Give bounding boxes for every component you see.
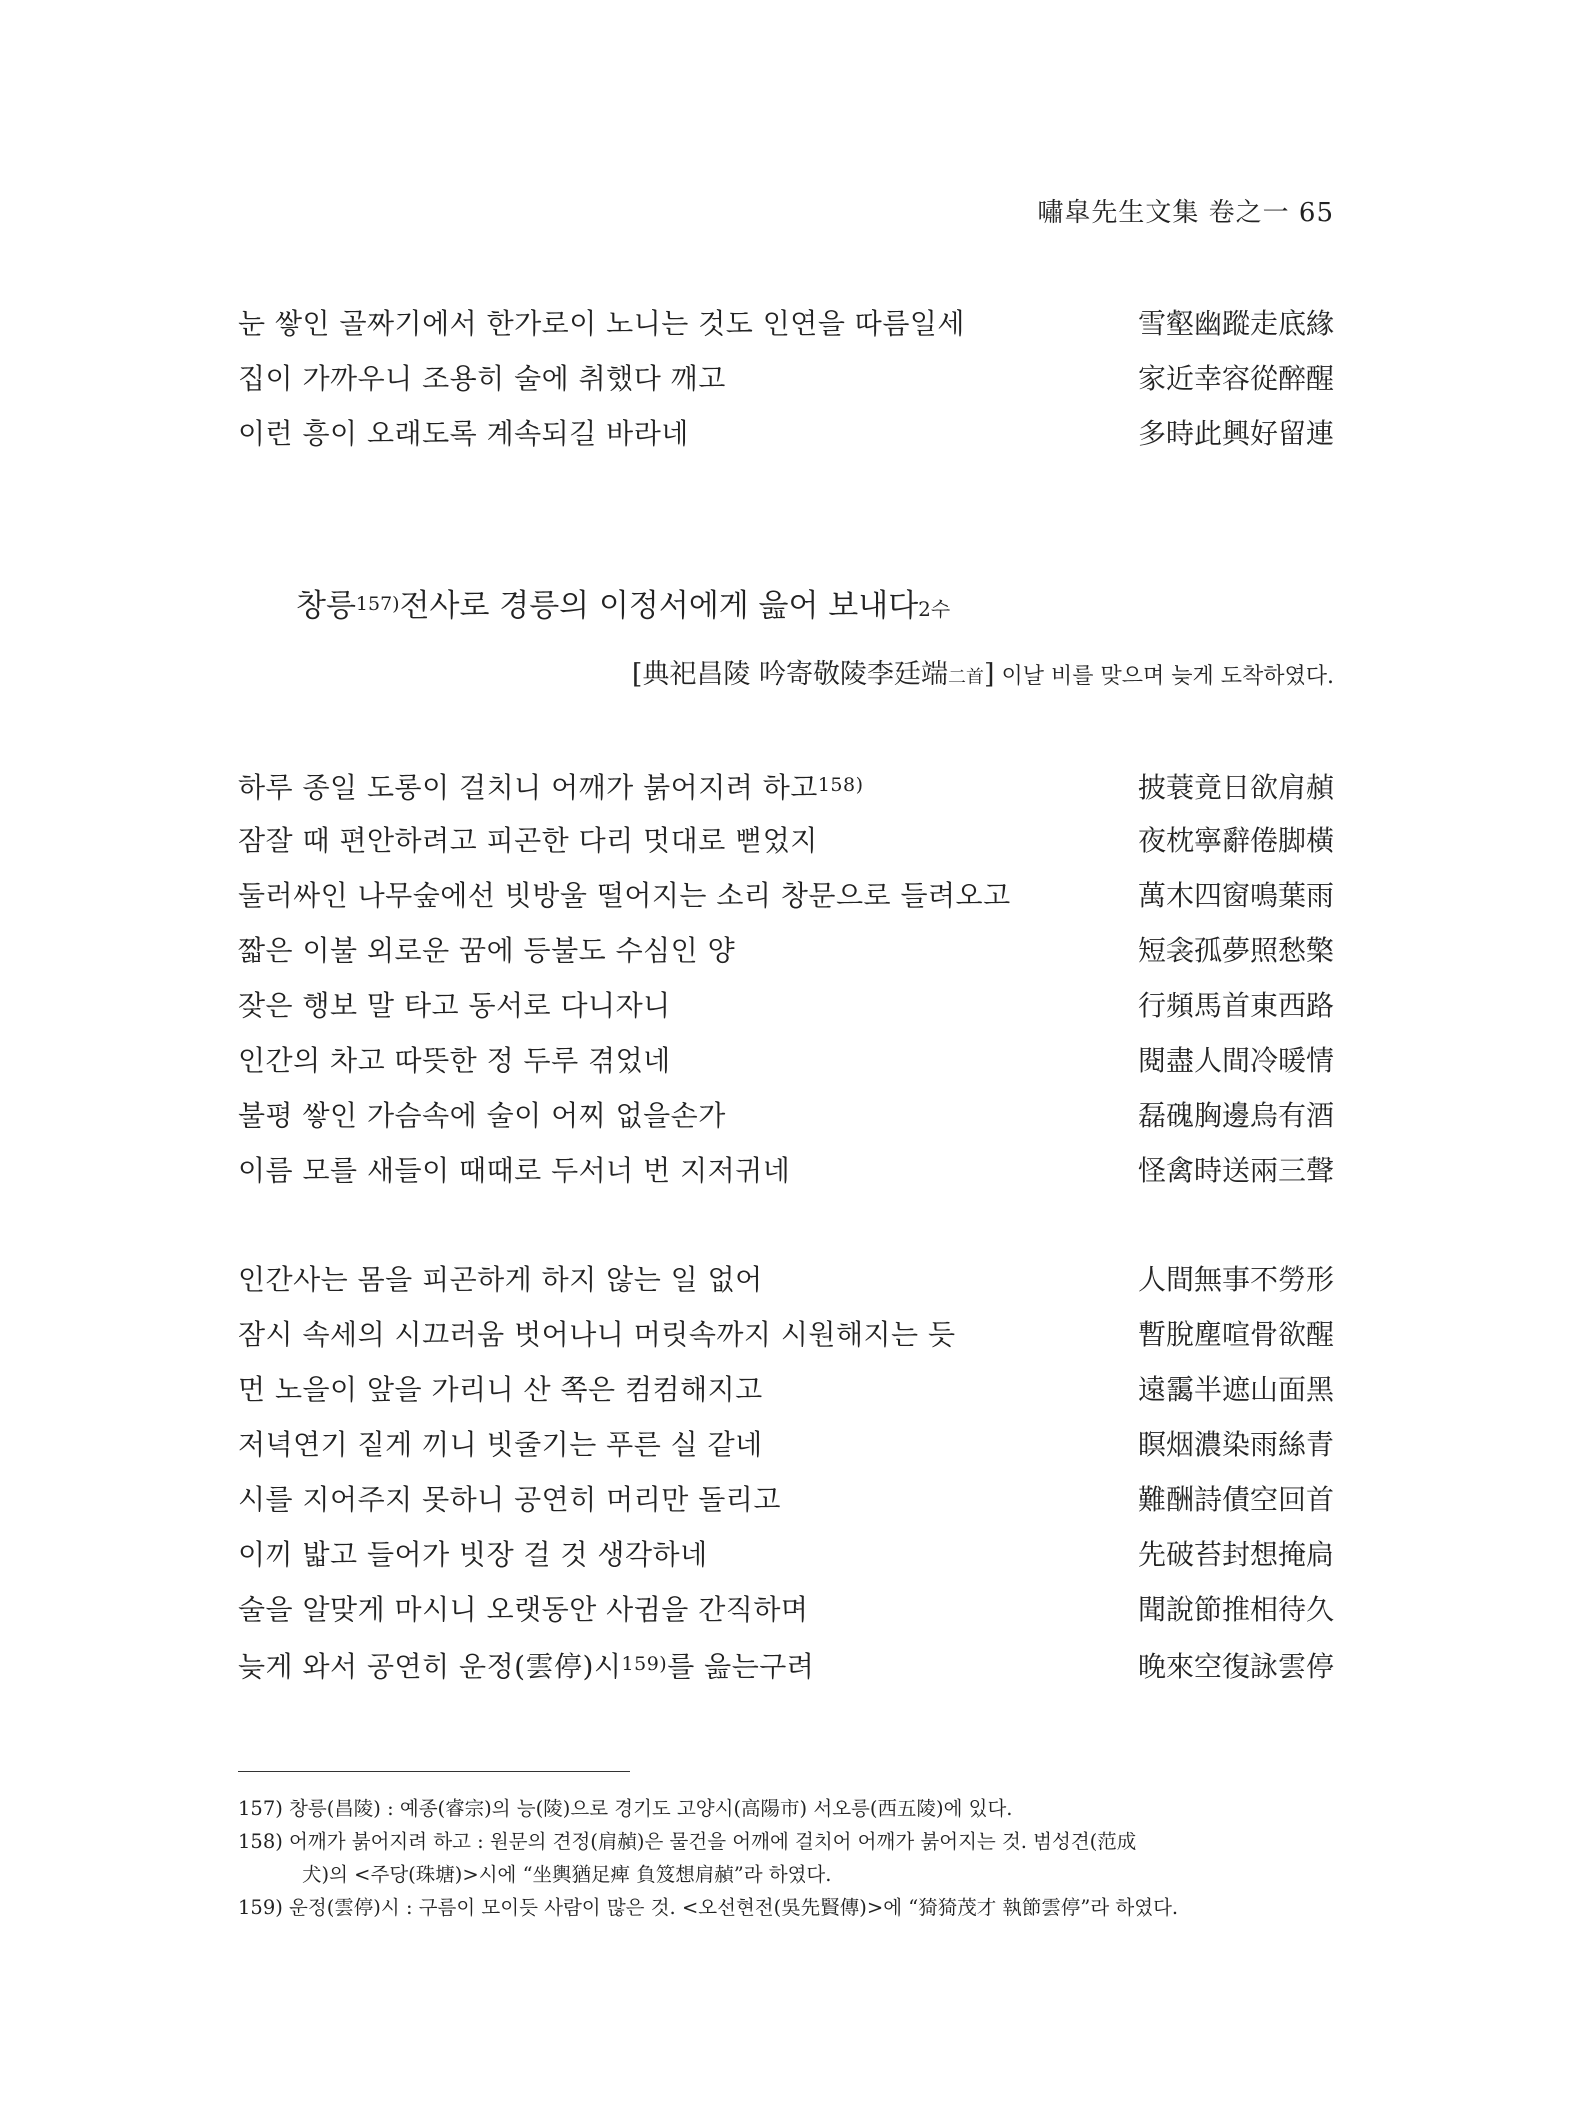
classical-line: 聞說節推相待久: [1137, 1593, 1334, 1626]
korean-line: 집이 가까우니 조용히 술에 취했다 깨고: [238, 362, 726, 395]
classical-line: 晚來空復詠雲停: [1137, 1650, 1334, 1683]
classical-line: 閱盡人間冷暖情: [1137, 1044, 1334, 1077]
classical-line: 短衾孤夢照愁檠: [1137, 934, 1334, 967]
classical-line: 怪禽時送兩三聲: [1137, 1154, 1334, 1187]
poem-subtitle: [632, 652, 1334, 691]
footnote-continuation: 犬)의 <주당(珠塘)>시에 “坐輿猶足痺 負笈想肩赬”라 하였다.: [302, 1863, 832, 1886]
korean-line: 잦은 행보 말 타고 동서로 다니자니: [238, 989, 671, 1022]
classical-title: [典祀昌陵 吟寄敬陵李廷端: [631, 659, 948, 690]
classical-line: 行頻馬首東西路: [1137, 989, 1334, 1022]
verse-line: [238, 1143, 1334, 1198]
verse-line: [238, 758, 1334, 813]
verse-line: [238, 1252, 1334, 1307]
verse-line: [238, 813, 1334, 868]
verse-line: [238, 868, 1334, 923]
footnote: 158) 어깨가 붉어지려 하고 : 원문의 견정(肩赬)은 물건을 어깨에 걸치어 어깨가 붉어지는 것. 범성견(范成: [238, 1830, 1137, 1853]
korean-line: 인간의 차고 따뜻한 정 두루 겪었네: [238, 1044, 671, 1077]
verse-line: [238, 923, 1334, 978]
poem-count: 2수: [918, 597, 951, 621]
verse-line: [238, 1033, 1334, 1088]
title-text: 전사로 경릉의 이정서에게 읊어 보내다: [399, 588, 919, 624]
classical-line: 夜枕寧辭倦脚橫: [1137, 824, 1334, 857]
classical-line: 萬木四窗鳴葉雨: [1137, 879, 1334, 912]
footnotes: [238, 1792, 1338, 1924]
korean-line: 술을 알맞게 마시니 오랫동안 사귐을 간직하며: [238, 1593, 809, 1626]
korean-line: 이끼 밟고 들어가 빗장 걸 것 생각하네: [238, 1538, 708, 1571]
stanza-2: [238, 1252, 1334, 1692]
verse-line: [238, 1527, 1334, 1582]
classical-line: 人間無事不勞形: [1137, 1263, 1334, 1296]
classical-line: 家近幸容從醉醒: [1137, 362, 1334, 395]
poem-count: 二首: [947, 667, 984, 688]
verse-line: [238, 1637, 1334, 1692]
verse-line: [238, 296, 1334, 351]
classical-line: 披蓑竟日欲肩赬: [1137, 771, 1334, 804]
verse-line: [238, 978, 1334, 1033]
korean-line: 먼 노을이 앞을 가리니 산 쪽은 컴컴해지고: [238, 1373, 763, 1406]
verse-line: [238, 1472, 1334, 1527]
footnote-divider: [238, 1771, 630, 1772]
bracket: ]: [983, 659, 995, 690]
footnote: 159) 운정(雲停)시 : 구름이 모이듯 사람이 많은 것. <오선현전(吳先賢傳)>에 “猗猗茂才 執節雲停”라 하였다.: [238, 1896, 1179, 1919]
classical-line: 先破苔封想掩扃: [1137, 1538, 1334, 1571]
verse-line: [238, 1088, 1334, 1143]
footnote: 157) 창릉(昌陵) : 예종(睿宗)의 능(陵)으로 경기도 고양시(高陽市) 서오릉(西五陵)에 있다.: [238, 1797, 1013, 1820]
korean-line: 잠잘 때 편안하려고 피곤한 다리 멋대로 뻗었지: [238, 824, 818, 857]
verse-line: [238, 1582, 1334, 1637]
korean-line: 둘러싸인 나무숲에선 빗방울 떨어지는 소리 창문으로 들려오고: [238, 879, 1011, 912]
verse-line: [238, 1362, 1334, 1417]
korean-line: 눈 쌓인 골짜기에서 한가로이 노니는 것도 인연을 따름일세: [238, 307, 965, 340]
poem-title: [296, 580, 950, 625]
classical-line: 難酬詩債空回首: [1137, 1483, 1334, 1516]
korean-line: 이름 모를 새들이 때때로 두서너 번 지저귀네: [238, 1154, 791, 1187]
title-note: 이날 비를 맞으며 늦게 도착하였다.: [994, 664, 1334, 689]
title-text: 창릉: [296, 588, 356, 624]
running-header: 嘯皐先生文集 卷之一 65: [1037, 198, 1334, 228]
verse-line: [238, 351, 1334, 406]
poem-end-block: [238, 296, 1334, 461]
korean-line: 잠시 속세의 시끄러움 벗어나니 머릿속까지 시원해지는 듯: [238, 1318, 956, 1351]
footnote-ref: 159): [621, 1653, 668, 1675]
classical-line: 遠靄半遮山面黑: [1137, 1373, 1334, 1406]
classical-line: 雪壑幽蹤走底緣: [1137, 307, 1334, 340]
korean-line: 늦게 와서 공연히 운정(雲停)시$^{159)}$를 읊는구려: [238, 1650, 815, 1683]
footnote-ref: 157): [355, 593, 400, 615]
classical-line: 瞑烟濃染雨絲青: [1137, 1428, 1334, 1461]
classical-line: 多時此興好留連: [1137, 417, 1334, 450]
korean-line: 짧은 이불 외로운 꿈에 등불도 수심인 양: [238, 934, 736, 967]
stanza-1: [238, 758, 1334, 1198]
verse-line: [238, 406, 1334, 461]
footnote-ref: 158): [817, 774, 864, 796]
classical-line: 暫脫塵喧骨欲醒: [1137, 1318, 1334, 1351]
korean-line: 인간사는 몸을 피곤하게 하지 않는 일 없어: [238, 1263, 763, 1296]
korean-line: 저녁연기 짙게 끼니 빗줄기는 푸른 실 같네: [238, 1428, 763, 1461]
korean-line: 불평 쌓인 가슴속에 술이 어찌 없을손가: [238, 1099, 726, 1132]
korean-line: 하루 종일 도롱이 걸치니 어깨가 붉어지려 하고$^{158)}$: [238, 771, 864, 804]
korean-line: 시를 지어주지 못하니 공연히 머리만 돌리고: [238, 1483, 781, 1516]
korean-line: 이런 흥이 오래도록 계속되길 바라네: [238, 417, 689, 450]
classical-line: 磊磈胸邊烏有酒: [1137, 1099, 1334, 1132]
verse-line: [238, 1417, 1334, 1472]
verse-line: [238, 1307, 1334, 1362]
